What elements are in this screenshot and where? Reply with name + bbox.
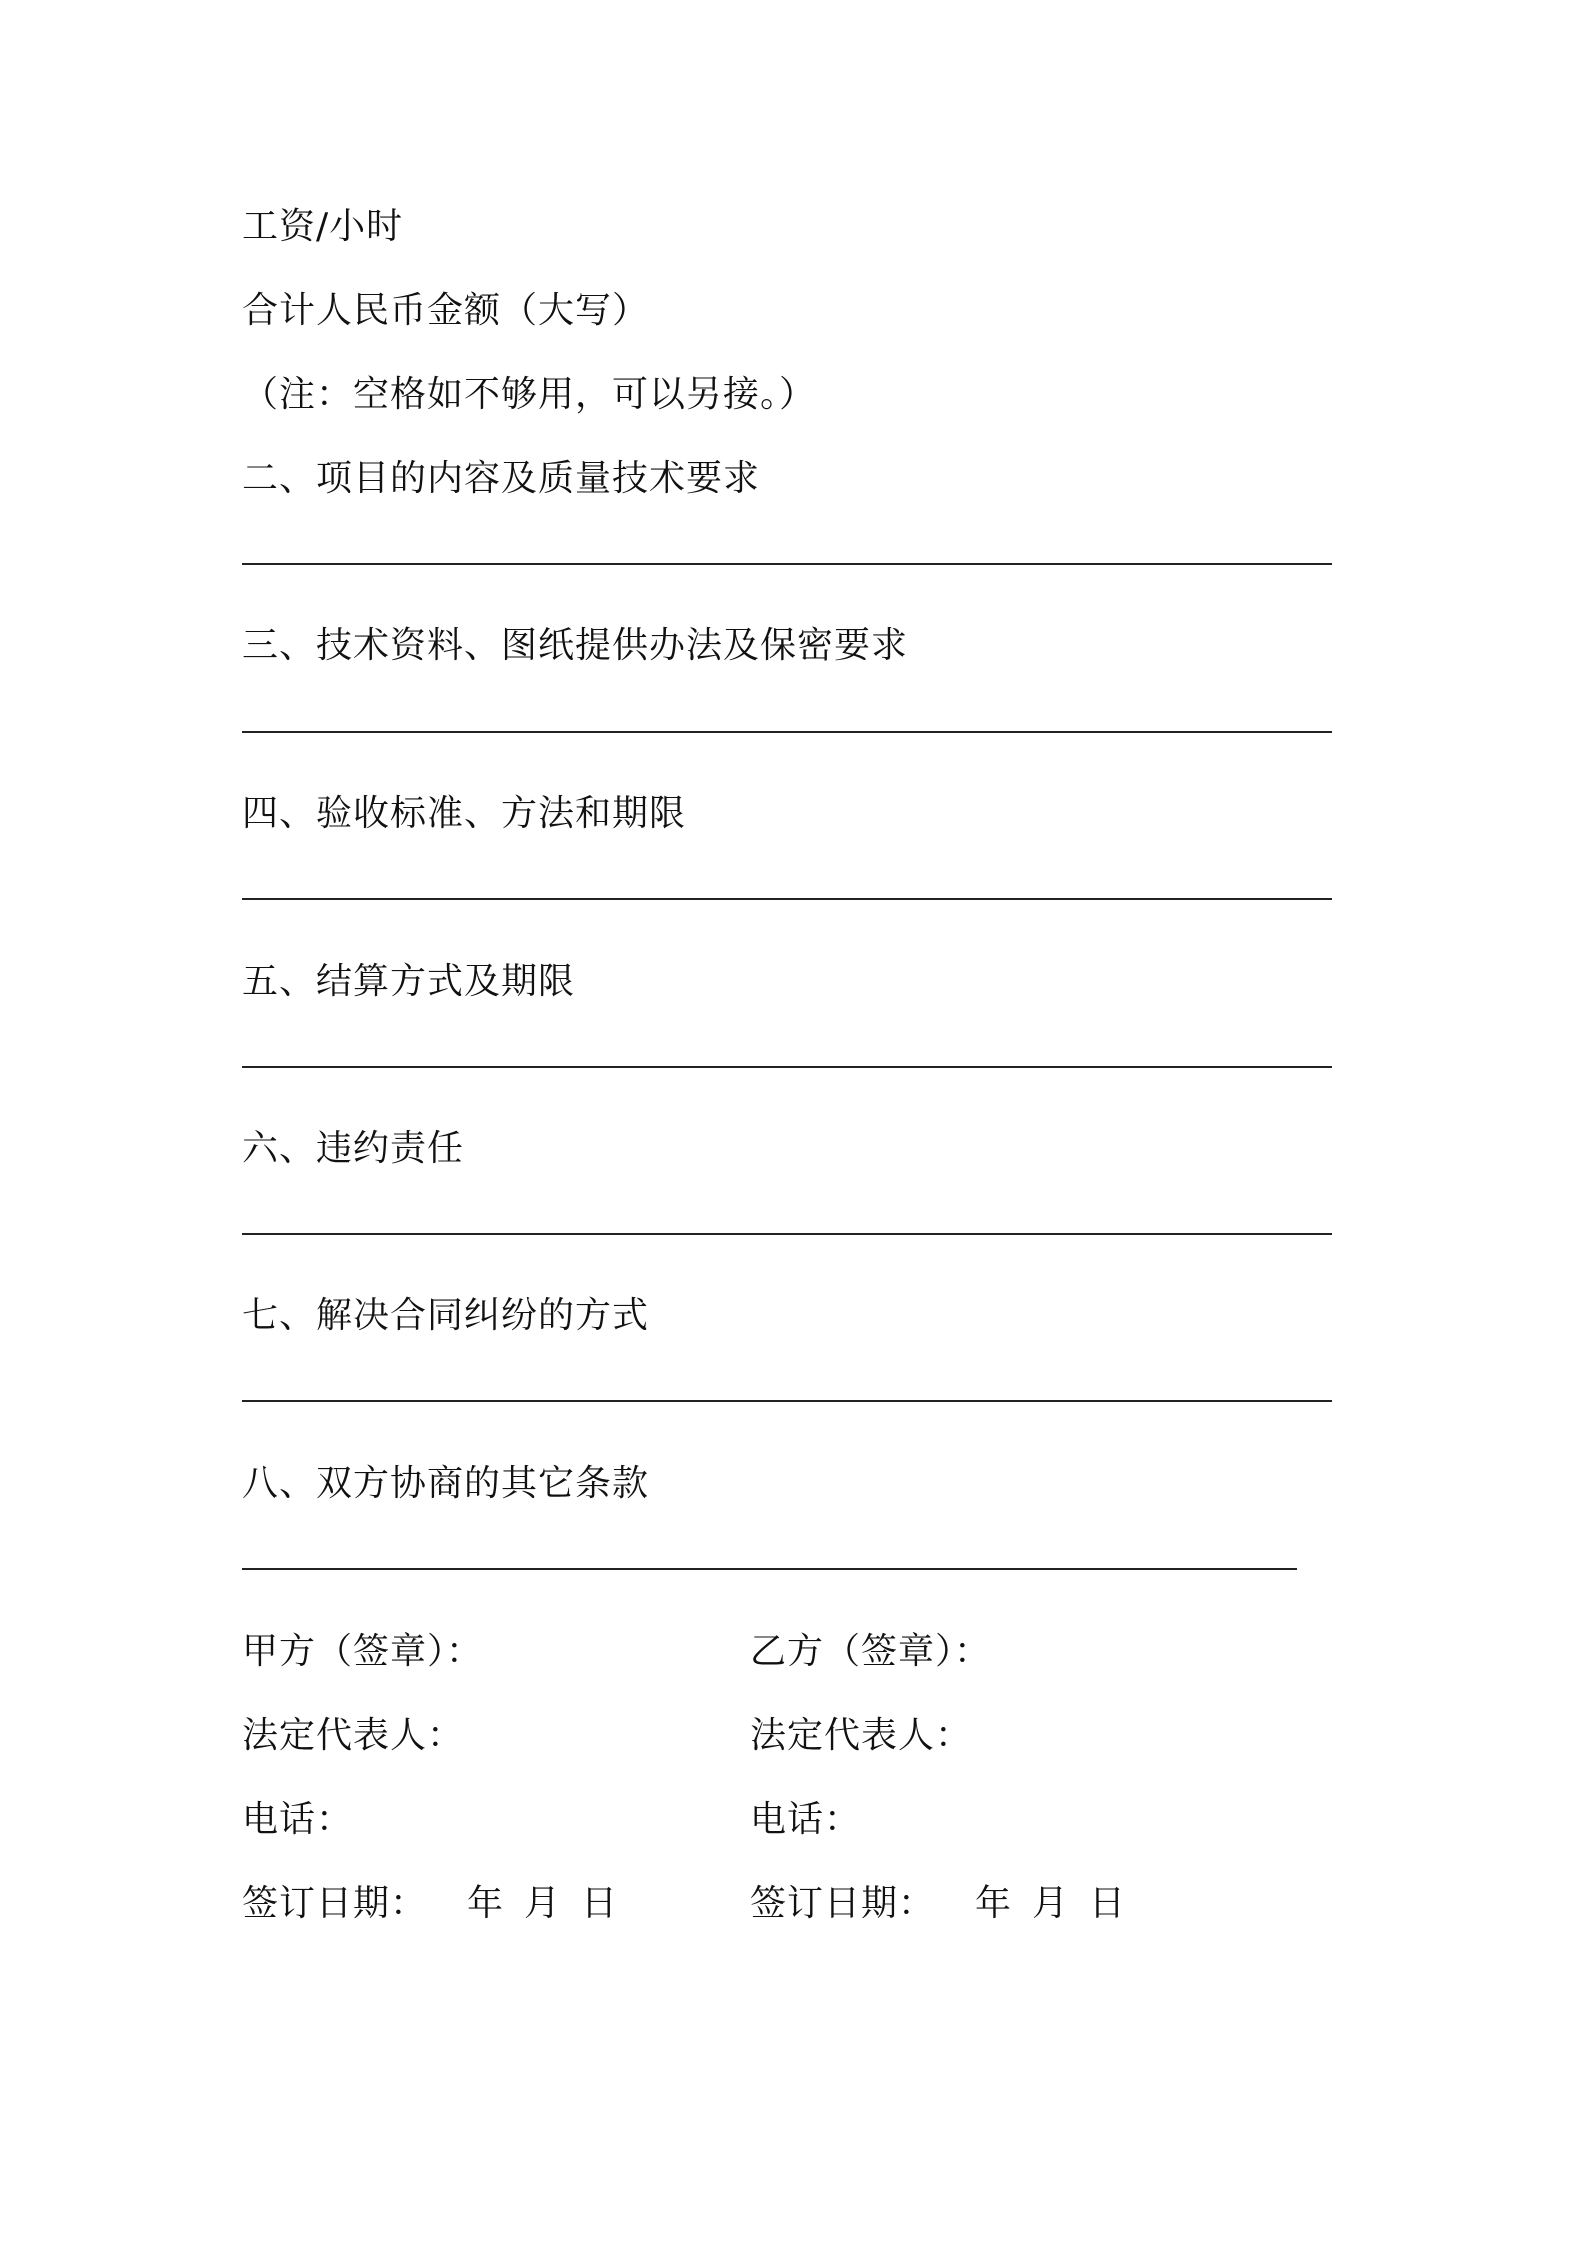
section-title-4: 四、验收标准、方法和期限 [242,793,687,834]
party-b-year: 年 [975,1883,1013,1924]
party-a-date-row [242,1882,618,1926]
fill-line-4 [242,898,1332,900]
section-title-8: 八、双方协商的其它条款 [242,1463,650,1504]
fill-line-6 [242,1233,1332,1235]
party-b-signature-block [750,1630,1126,1966]
fill-line-7 [242,1400,1332,1402]
party-b-day: 日 [1089,1883,1127,1924]
party-a-phone-label: 电话： [242,1799,354,1840]
party-a-signature-block [242,1630,618,1966]
fill-line-5 [242,1066,1332,1068]
section-title-5: 五、结算方式及期限 [242,961,576,1002]
party-a-month: 月 [524,1883,562,1924]
party-a-seal-label: 甲方（签章）： [242,1631,484,1672]
party-b-month: 月 [1032,1883,1070,1924]
section-title-3: 三、技术资料、图纸提供办法及保密要求 [242,625,909,666]
wage-per-hour-label: 工资/小时 [242,206,404,247]
party-b-date-row [750,1882,1126,1926]
party-a-day: 日 [581,1883,619,1924]
fill-line-8 [242,1568,1297,1570]
fill-line-3 [242,731,1332,733]
space-note: （注：空格如不够用，可以另接。） [242,374,817,415]
party-a-date-label: 签订日期： [242,1883,428,1924]
fill-line-2 [242,563,1332,565]
section-title-6: 六、违约责任 [242,1128,465,1169]
party-a-rep-label: 法定代表人： [242,1715,465,1756]
total-amount-caps-label: 合计人民币金额（大写） [242,290,650,331]
section-title-7: 七、解决合同纠纷的方式 [242,1295,650,1336]
party-b-seal-label: 乙方（签章）： [750,1631,992,1672]
section-title-2: 二、项目的内容及质量技术要求 [242,458,761,499]
party-b-rep-label: 法定代表人： [750,1715,973,1756]
party-a-year: 年 [467,1883,505,1924]
party-b-date-label: 签订日期： [750,1883,936,1924]
party-b-phone-label: 电话： [750,1799,862,1840]
